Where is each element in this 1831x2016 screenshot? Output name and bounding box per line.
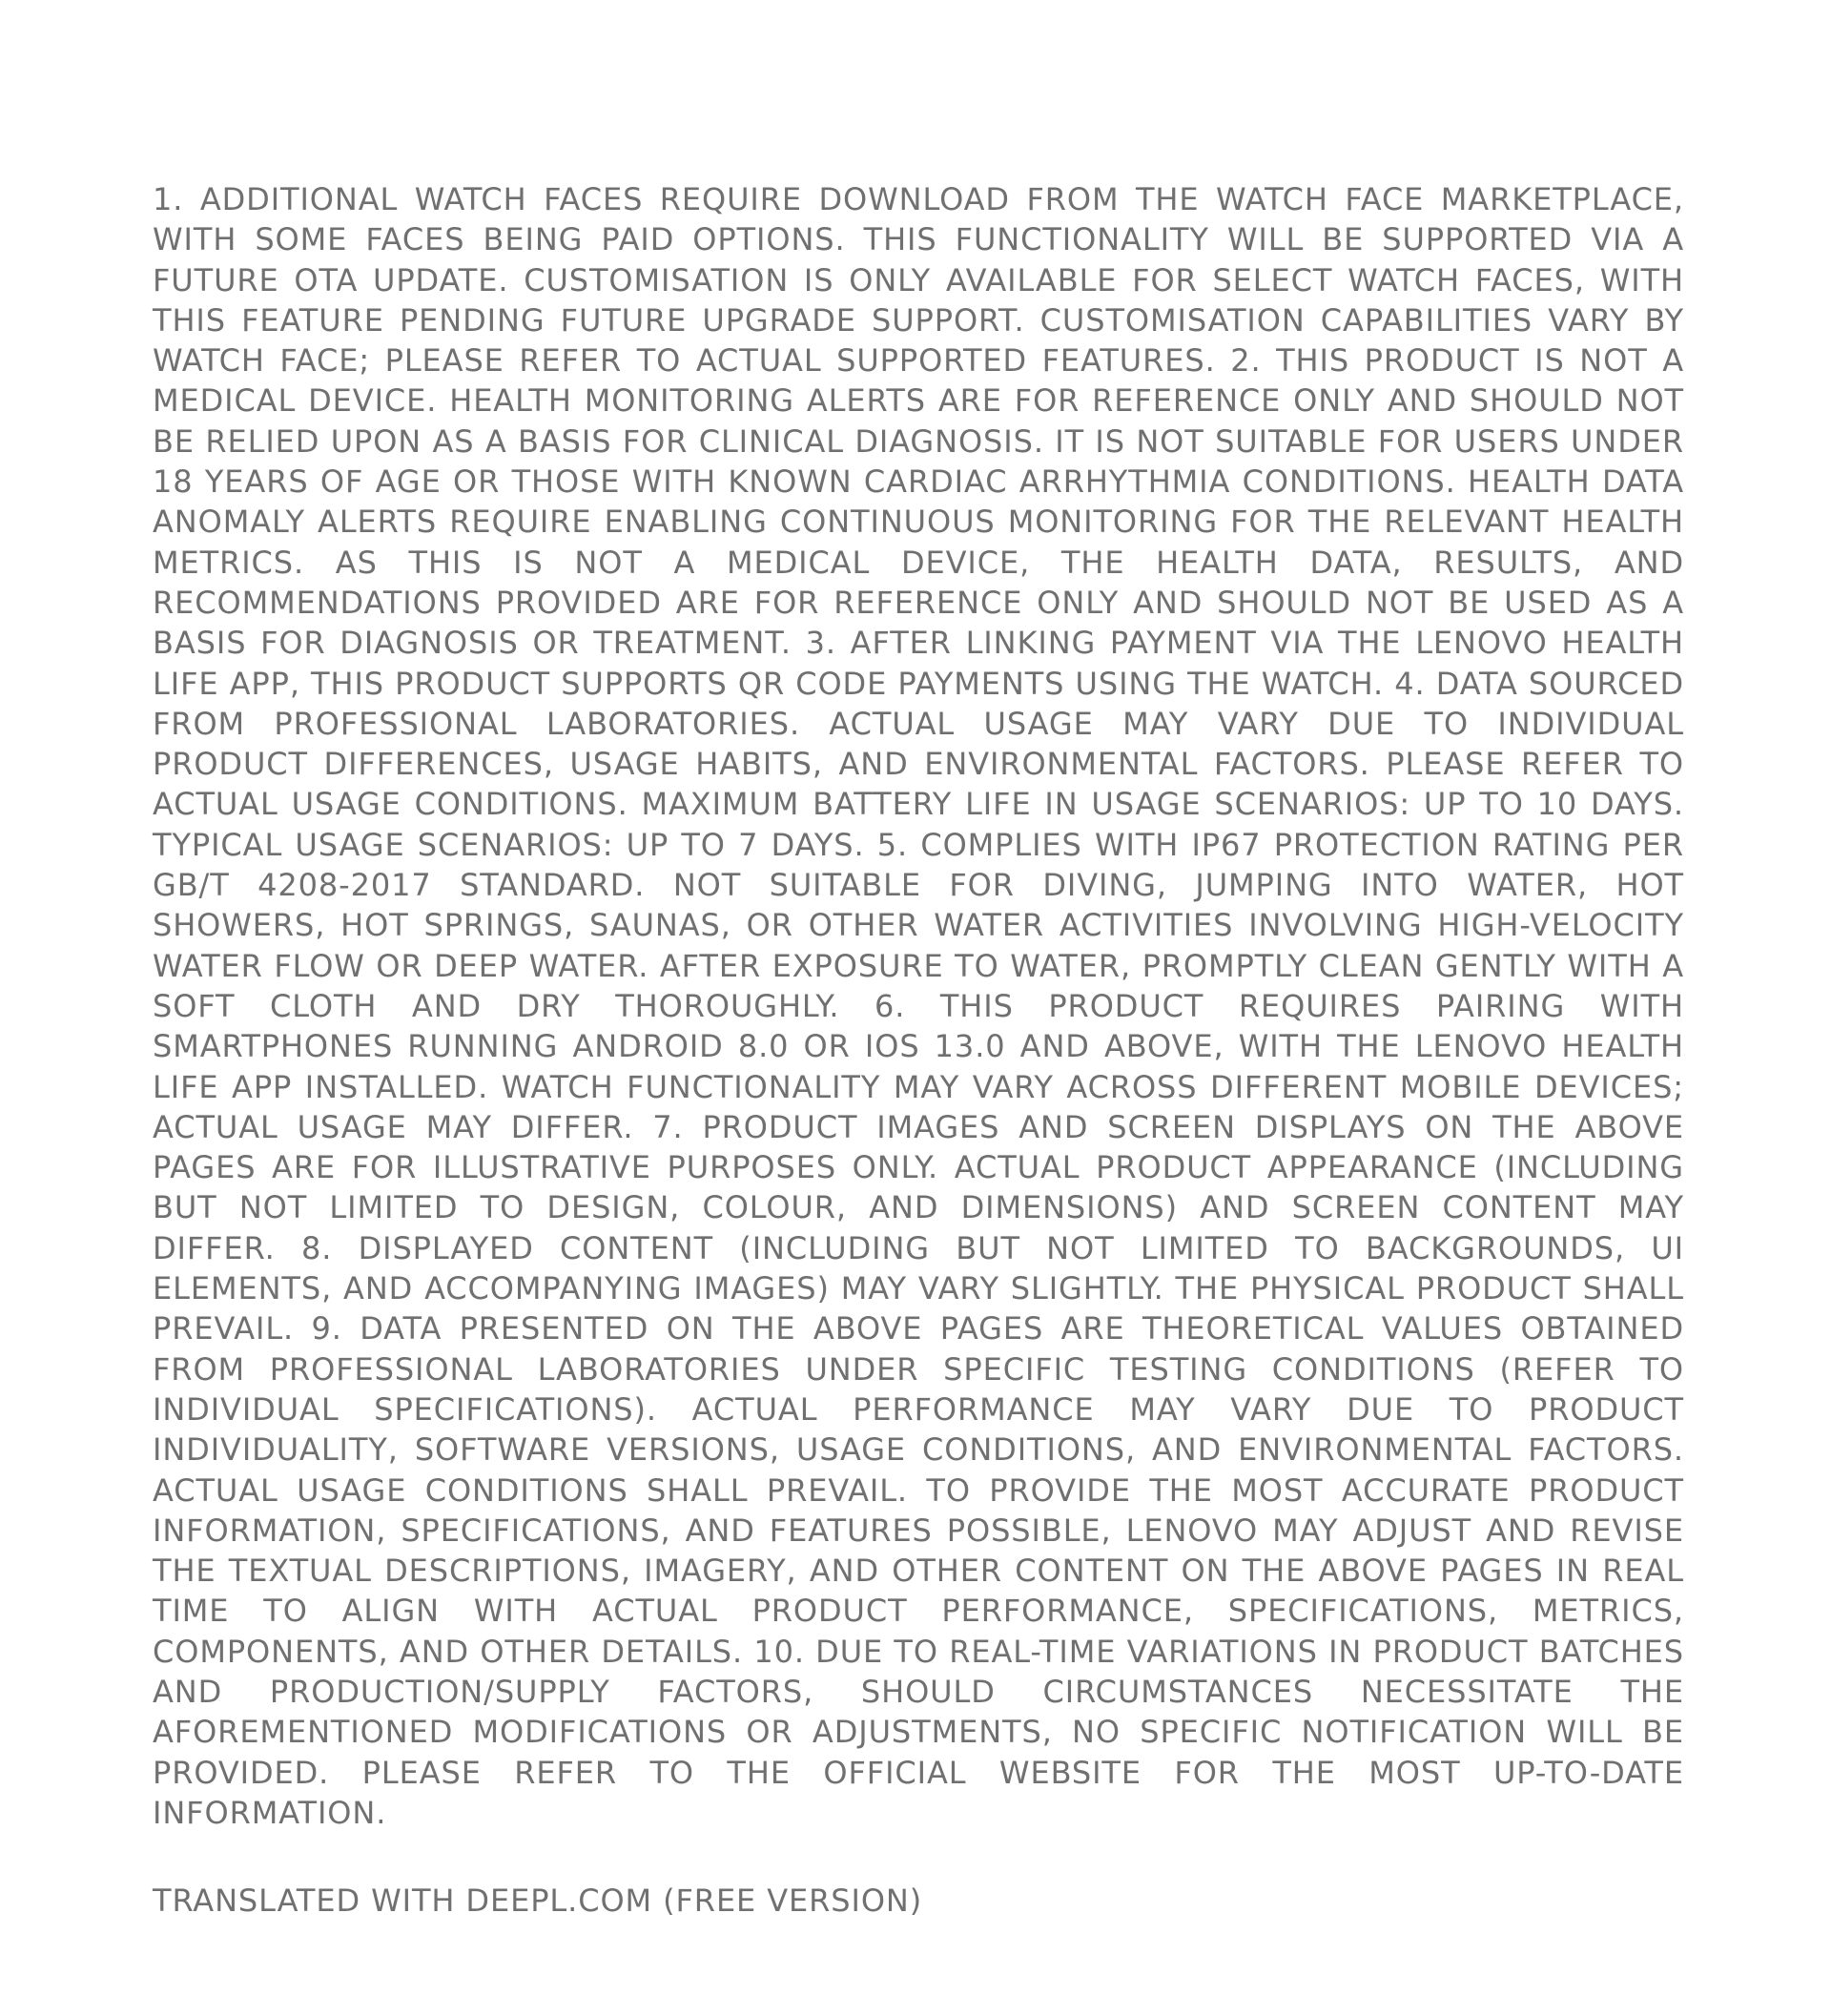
disclaimer-section [153,179,1684,1833]
disclaimer-text: 1. ADDITIONAL WATCH FACES REQUIRE DOWNLOAD FROM THE WATCH FACE MARKETPLACE, WITH SOME FACES BEING PAID OPTIONS. THIS FUNCTIONALITY WILL BE SUPPORTED VIA A FUTURE OTA UPDATE. CUSTOMISATION IS ONLY AVAILABLE FOR SELECT WATCH FACES, WITH THIS FEATURE PENDING FUTURE UPGRADE SUPPORT. CUSTOMISATION CAPABILITIES VARY BY WATCH FACE; PLEASE REFER TO ACTUAL SUPPORTED FEATURES. 2. THIS PRODUCT IS NOT A MEDICAL DEVICE. HEALTH MONITORING ALERTS ARE FOR REFERENCE ONLY AND SHOULD NOT BE RELIED UPON AS A BASIS FOR CLINICAL DIAGNOSIS. IT IS NOT SUITABLE FOR USERS UNDER 18 YEARS OF AGE OR THOSE WITH KNOWN CARDIAC ARRHYTHMIA CONDITIONS. HEALTH DATA ANOMALY ALERTS REQUIRE ENABLING CONTINUOUS MONITORING FOR THE RELEVANT HEALTH METRICS. AS THIS IS NOT A MEDICAL DEVICE, THE HEALTH DATA, RESULTS, AND RECOMMENDATIONS PROVIDED ARE FOR REFERENCE ONLY AND SHOULD NOT BE USED AS A BASIS FOR DIAGNOSIS OR TREATMENT. 3. AFTER LINKING PAYMENT VIA THE LENOVO HEALTH LIFE APP, THIS PRODUCT SUPPORTS QR CODE PAYMENTS USING THE WATCH. 4. DATA SOURCED FROM PROFESSIONAL LABORATORIES. ACTUAL USAGE MAY VARY DUE TO INDIVIDUAL PRODUCT DIFFERENCES, USAGE HABITS, AND ENVIRONMENTAL FACTORS. PLEASE REFER TO ACTUAL USAGE CONDITIONS. MAXIMUM BATTERY LIFE IN USAGE SCENARIOS: UP TO 10 DAYS. TYPICAL USAGE SCENARIOS: UP TO 7 DAYS. 5. COMPLIES WITH IP67 PROTECTION RATING PER GB/T 4208-2017 STANDARD. NOT SUITABLE FOR DIVING, JUMPING INTO WATER, HOT SHOWERS, HOT SPRINGS, SAUNAS, OR OTHER WATER ACTIVITIES INVOLVING HIGH-VELOCITY WATER FLOW OR DEEP WATER. AFTER EXPOSURE TO WATER, PROMPTLY CLEAN GENTLY WITH A SOFT CLOTH AND DRY THOROUGHLY. 6. THIS PRODUCT REQUIRES PAIRING WITH SMARTPHONES RUNNING ANDROID 8.0 OR IOS 13.0 AND ABOVE, WITH THE LENOVO HEALTH LIFE APP INSTALLED. WATCH FUNCTIONALITY MAY VARY ACROSS DIFFERENT MOBILE DEVICES; ACTUAL USAGE MAY DIFFER. 7. PRODUCT IMAGES AND SCREEN DISPLAYS ON THE ABOVE PAGES ARE FOR ILLUSTRATIVE PURPOSES ONLY. ACTUAL PRODUCT APPEARANCE (INCLUDING BUT NOT LIMITED TO DESIGN, COLOUR, AND DIMENSIONS) AND SCREEN CONTENT MAY DIFFER. 8. DISPLAYED CONTENT (INCLUDING BUT NOT LIMITED TO BACKGROUNDS, UI ELEMENTS, AND ACCOMPANYING IMAGES) MAY VARY SLIGHTLY. THE PHYSICAL PRODUCT SHALL PREVAIL. 9. DATA PRESENTED ON THE ABOVE PAGES ARE THEORETICAL VALUES OBTAINED FROM PROFESSIONAL LABORATORIES UNDER SPECIFIC TESTING CONDITIONS (REFER TO INDIVIDUAL SPECIFICATIONS). ACTUAL PERFORMANCE MAY VARY DUE TO PRODUCT INDIVIDUALITY, SOFTWARE VERSIONS, USAGE CONDITIONS, AND ENVIRONMENTAL FACTORS. ACTUAL USAGE CONDITIONS SHALL PREVAIL. TO PROVIDE THE MOST ACCURATE PRODUCT INFORMATION, SPECIFICATIONS, AND FEATURES POSSIBLE, LENOVO MAY ADJUST AND REVISE THE TEXTUAL DESCRIPTIONS, IMAGERY, AND OTHER CONTENT ON THE ABOVE PAGES IN REAL TIME TO ALIGN WITH ACTUAL PRODUCT PERFORMANCE, SPECIFICATIONS, METRICS, COMPONENTS, AND OTHER DETAILS. 10. DUE TO REAL-TIME VARIATIONS IN PRODUCT BATCHES AND PRODUCTION/SUPPLY FACTORS, SHOULD CIRCUMSTANCES NECESSITATE THE AFOREMENTIONED MODIFICATIONS OR ADJUSTMENTS, NO SPECIFIC NOTIFICATION WILL BE PROVIDED. PLEASE REFER TO THE OFFICIAL WEBSITE FOR THE MOST UP-TO-DATE INFORMATION. [153,181,1684,1831]
translation-note: TRANSLATED WITH DEEPL.COM (FREE VERSION) [153,1882,923,1919]
